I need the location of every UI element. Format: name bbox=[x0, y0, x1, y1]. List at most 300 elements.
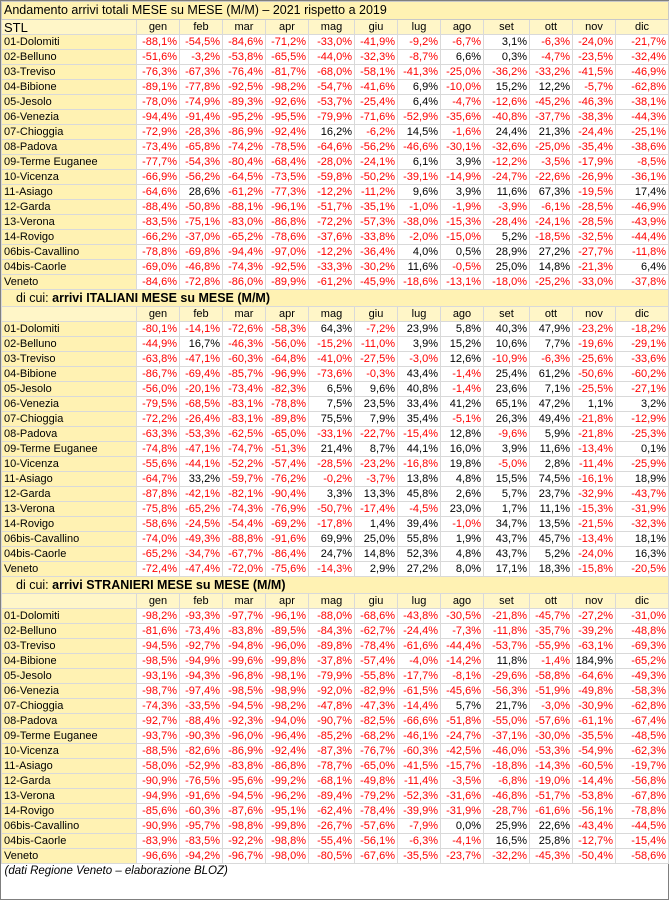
value-cell: 22,6% bbox=[530, 819, 573, 834]
value-cell: -56,2% bbox=[180, 170, 223, 185]
value-cell: -79,5% bbox=[137, 397, 180, 412]
month-header-mar: mar bbox=[223, 20, 266, 35]
value-cell: 23,0% bbox=[441, 502, 484, 517]
value-cell: -64,6% bbox=[309, 140, 355, 155]
value-cell: 5,2% bbox=[484, 230, 530, 245]
value-cell: 23,6% bbox=[484, 382, 530, 397]
value-cell: -94,0% bbox=[266, 714, 309, 729]
value-cell: 14,5% bbox=[398, 125, 441, 140]
value-cell: -69,8% bbox=[180, 245, 223, 260]
row-label: 03-Treviso bbox=[2, 639, 137, 654]
value-cell: 18,9% bbox=[616, 472, 669, 487]
value-cell: -45,9% bbox=[355, 275, 398, 290]
value-cell: -86,0% bbox=[223, 275, 266, 290]
row-label: 03-Treviso bbox=[2, 352, 137, 367]
value-cell: -65,2% bbox=[180, 502, 223, 517]
row-label: 04-Bibione bbox=[2, 367, 137, 382]
value-cell: -55,9% bbox=[530, 639, 573, 654]
value-cell: -65,2% bbox=[223, 230, 266, 245]
value-cell: -83,8% bbox=[223, 759, 266, 774]
value-cell: -92,5% bbox=[223, 80, 266, 95]
value-cell: -99,6% bbox=[223, 654, 266, 669]
value-cell: -12,6% bbox=[484, 95, 530, 110]
value-cell: -37,1% bbox=[484, 729, 530, 744]
value-cell: -88,4% bbox=[137, 200, 180, 215]
value-cell: -89,9% bbox=[266, 275, 309, 290]
value-cell: -3,5% bbox=[441, 774, 484, 789]
value-cell: -24,1% bbox=[355, 155, 398, 170]
table-row bbox=[2, 654, 669, 669]
value-cell: 7,5% bbox=[309, 397, 355, 412]
value-cell: -73,4% bbox=[223, 382, 266, 397]
value-cell: -65,5% bbox=[266, 50, 309, 65]
month-header-row bbox=[2, 594, 669, 609]
value-cell: -38,1% bbox=[616, 95, 669, 110]
value-cell: 1,4% bbox=[355, 517, 398, 532]
value-cell: -97,0% bbox=[266, 245, 309, 260]
value-cell: 8,0% bbox=[441, 562, 484, 577]
value-cell: -68,6% bbox=[355, 609, 398, 624]
row-label: 04bis-Caorle bbox=[2, 260, 137, 275]
month-header-giu: giu bbox=[355, 20, 398, 35]
value-cell: -57,4% bbox=[355, 654, 398, 669]
value-cell: -21,5% bbox=[573, 517, 616, 532]
value-cell: -11,8% bbox=[484, 624, 530, 639]
row-label: 06bis-Cavallino bbox=[2, 245, 137, 260]
value-cell: -5,1% bbox=[441, 412, 484, 427]
value-cell: -60,5% bbox=[573, 759, 616, 774]
value-cell: -32,3% bbox=[616, 517, 669, 532]
row-label: 01-Dolomiti bbox=[2, 609, 137, 624]
value-cell: 52,3% bbox=[398, 547, 441, 562]
value-cell: -46,8% bbox=[180, 260, 223, 275]
value-cell: -12,2% bbox=[309, 245, 355, 260]
value-cell: -67,8% bbox=[616, 789, 669, 804]
table-row bbox=[2, 110, 669, 125]
value-cell: -95,5% bbox=[266, 110, 309, 125]
month-header-ago: ago bbox=[441, 307, 484, 322]
value-cell: -44,4% bbox=[441, 639, 484, 654]
value-cell: -54,7% bbox=[309, 80, 355, 95]
row-label: Veneto bbox=[2, 562, 137, 577]
value-cell: -68,4% bbox=[266, 155, 309, 170]
value-cell: -93,7% bbox=[137, 729, 180, 744]
table-row bbox=[2, 322, 669, 337]
value-cell: -44,1% bbox=[180, 457, 223, 472]
value-cell: -0,5% bbox=[441, 260, 484, 275]
value-cell: -93,3% bbox=[180, 609, 223, 624]
value-cell: -7,9% bbox=[398, 819, 441, 834]
value-cell: -24,1% bbox=[530, 215, 573, 230]
value-cell: -94,3% bbox=[180, 669, 223, 684]
value-cell: -84,3% bbox=[309, 624, 355, 639]
value-cell: -80,1% bbox=[137, 322, 180, 337]
value-cell: 45,8% bbox=[398, 487, 441, 502]
month-header-giu: giu bbox=[355, 594, 398, 609]
value-cell: -40,8% bbox=[484, 110, 530, 125]
value-cell: -55,0% bbox=[484, 714, 530, 729]
value-cell: 21,4% bbox=[309, 442, 355, 457]
month-header-apr: apr bbox=[266, 594, 309, 609]
value-cell: -2,0% bbox=[398, 230, 441, 245]
value-cell: -58,0% bbox=[137, 759, 180, 774]
value-cell: -43,9% bbox=[616, 215, 669, 230]
value-cell: -78,5% bbox=[266, 140, 309, 155]
value-cell: -60,3% bbox=[180, 804, 223, 819]
value-cell: -22,7% bbox=[355, 427, 398, 442]
value-cell: 43,7% bbox=[484, 532, 530, 547]
value-cell: -94,4% bbox=[137, 110, 180, 125]
value-cell: -95,6% bbox=[223, 774, 266, 789]
value-cell: -60,3% bbox=[223, 352, 266, 367]
value-cell: -50,7% bbox=[309, 502, 355, 517]
value-cell: -9,2% bbox=[398, 35, 441, 50]
value-cell: 9,6% bbox=[398, 185, 441, 200]
row-label: 04bis-Caorle bbox=[2, 834, 137, 849]
value-cell: -32,4% bbox=[616, 50, 669, 65]
value-cell: -21,8% bbox=[484, 609, 530, 624]
table-row bbox=[2, 427, 669, 442]
value-cell: 12,8% bbox=[441, 427, 484, 442]
value-cell: -31,0% bbox=[616, 609, 669, 624]
value-cell: -26,4% bbox=[180, 412, 223, 427]
value-cell: -94,9% bbox=[137, 789, 180, 804]
value-cell: -4,5% bbox=[398, 502, 441, 517]
value-cell: -61,2% bbox=[223, 185, 266, 200]
value-cell: 5,7% bbox=[441, 699, 484, 714]
value-cell: -75,6% bbox=[266, 562, 309, 577]
value-cell: 3,3% bbox=[309, 487, 355, 502]
value-cell: -92,5% bbox=[266, 260, 309, 275]
value-cell: -72,9% bbox=[137, 125, 180, 140]
value-cell: -32,6% bbox=[484, 140, 530, 155]
value-cell: -31,9% bbox=[616, 502, 669, 517]
value-cell: -6,8% bbox=[484, 774, 530, 789]
value-cell: -6,1% bbox=[530, 200, 573, 215]
value-cell: -10,0% bbox=[441, 80, 484, 95]
value-cell: -41,3% bbox=[398, 65, 441, 80]
page-title: Andamento arrivi totali MESE su MESE (M/M) – 2021 rispetto a 2019 bbox=[2, 2, 669, 20]
value-cell: -46,3% bbox=[573, 95, 616, 110]
value-cell: -65,0% bbox=[266, 427, 309, 442]
month-header-ott: ott bbox=[530, 594, 573, 609]
value-cell: 6,9% bbox=[398, 80, 441, 95]
value-cell: -78,0% bbox=[137, 95, 180, 110]
value-cell: 6,6% bbox=[441, 50, 484, 65]
value-cell: -47,1% bbox=[180, 442, 223, 457]
row-label: 05-Jesolo bbox=[2, 669, 137, 684]
value-cell: -94,9% bbox=[180, 654, 223, 669]
value-cell: -17,7% bbox=[398, 669, 441, 684]
value-cell: -92,7% bbox=[180, 639, 223, 654]
value-cell: -54,5% bbox=[180, 35, 223, 50]
value-cell: 41,2% bbox=[441, 397, 484, 412]
value-cell: -56,8% bbox=[616, 774, 669, 789]
row-label: 06bis-Cavallino bbox=[2, 532, 137, 547]
value-cell: -94,2% bbox=[180, 849, 223, 864]
value-cell: -10,9% bbox=[484, 352, 530, 367]
value-cell: -49,8% bbox=[573, 684, 616, 699]
value-cell: 39,4% bbox=[398, 517, 441, 532]
value-cell: 25,0% bbox=[355, 532, 398, 547]
value-cell: -36,4% bbox=[355, 245, 398, 260]
value-cell: -28,5% bbox=[309, 457, 355, 472]
value-cell: -58,6% bbox=[616, 849, 669, 864]
value-cell: 6,5% bbox=[309, 382, 355, 397]
value-cell: -9,6% bbox=[484, 427, 530, 442]
row-label: 05-Jesolo bbox=[2, 95, 137, 110]
value-cell: 23,5% bbox=[355, 397, 398, 412]
value-cell: -96,0% bbox=[223, 729, 266, 744]
value-cell: 24,7% bbox=[309, 547, 355, 562]
value-cell: 3,9% bbox=[398, 337, 441, 352]
row-label: 02-Belluno bbox=[2, 624, 137, 639]
value-cell: -73,6% bbox=[309, 367, 355, 382]
value-cell: -1,4% bbox=[530, 654, 573, 669]
value-cell: -30,0% bbox=[530, 729, 573, 744]
value-cell: 3,9% bbox=[441, 155, 484, 170]
value-cell: -94,5% bbox=[223, 699, 266, 714]
value-cell: -13,4% bbox=[573, 442, 616, 457]
value-cell: -29,1% bbox=[616, 337, 669, 352]
month-header-mag: mag bbox=[309, 594, 355, 609]
row-label: 09-Terme Euganee bbox=[2, 729, 137, 744]
value-cell: -36,2% bbox=[484, 65, 530, 80]
table-row bbox=[2, 819, 669, 834]
value-cell: 5,9% bbox=[530, 427, 573, 442]
value-cell: -92,3% bbox=[223, 714, 266, 729]
month-header-row bbox=[2, 307, 669, 322]
table-row bbox=[2, 352, 669, 367]
row-label: 03-Treviso bbox=[2, 65, 137, 80]
value-cell: -85,2% bbox=[309, 729, 355, 744]
value-cell: -92,4% bbox=[266, 744, 309, 759]
value-cell: -35,4% bbox=[573, 140, 616, 155]
value-cell: 5,2% bbox=[530, 547, 573, 562]
value-cell: -56,3% bbox=[484, 684, 530, 699]
value-cell: -27,5% bbox=[355, 352, 398, 367]
value-cell: -32,3% bbox=[355, 50, 398, 65]
value-cell: -52,3% bbox=[398, 789, 441, 804]
value-cell: -69,2% bbox=[266, 517, 309, 532]
value-cell: -58,1% bbox=[355, 65, 398, 80]
value-cell: -57,6% bbox=[355, 819, 398, 834]
month-header-nov: nov bbox=[573, 20, 616, 35]
value-cell: -32,9% bbox=[573, 487, 616, 502]
value-cell: -13,1% bbox=[441, 275, 484, 290]
value-cell: -51,9% bbox=[530, 684, 573, 699]
table-row bbox=[2, 609, 669, 624]
value-cell: 19,8% bbox=[441, 457, 484, 472]
table-row bbox=[2, 699, 669, 714]
value-cell: -14,3% bbox=[530, 759, 573, 774]
value-cell: 16,7% bbox=[180, 337, 223, 352]
value-cell: -35,6% bbox=[441, 110, 484, 125]
value-cell: -43,8% bbox=[398, 609, 441, 624]
value-cell: -18,5% bbox=[530, 230, 573, 245]
value-cell: -72,8% bbox=[180, 275, 223, 290]
row-label: 14-Rovigo bbox=[2, 804, 137, 819]
value-cell: -50,6% bbox=[573, 367, 616, 382]
value-cell: -83,1% bbox=[223, 397, 266, 412]
value-cell: -3,9% bbox=[484, 200, 530, 215]
value-cell: -15,3% bbox=[441, 215, 484, 230]
row-label: 04bis-Caorle bbox=[2, 547, 137, 562]
month-header-nov: nov bbox=[573, 594, 616, 609]
value-cell: -47,1% bbox=[180, 352, 223, 367]
header-first-cell: STL bbox=[2, 20, 137, 35]
value-cell: -52,2% bbox=[223, 457, 266, 472]
value-cell: -1,4% bbox=[441, 382, 484, 397]
value-cell: -45,3% bbox=[530, 849, 573, 864]
value-cell: -82,1% bbox=[223, 487, 266, 502]
value-cell: -25,1% bbox=[616, 125, 669, 140]
value-cell: 4,0% bbox=[398, 245, 441, 260]
value-cell: -35,7% bbox=[530, 624, 573, 639]
value-cell: -94,8% bbox=[223, 639, 266, 654]
value-cell: -33,3% bbox=[309, 260, 355, 275]
value-cell: -98,2% bbox=[137, 609, 180, 624]
value-cell: -27,2% bbox=[573, 609, 616, 624]
table-row bbox=[2, 759, 669, 774]
value-cell: -89,1% bbox=[137, 80, 180, 95]
row-label: 02-Belluno bbox=[2, 50, 137, 65]
section-title-bold: arrivi STRANIERI MESE su MESE (M/M) bbox=[52, 577, 286, 592]
value-cell: -51,3% bbox=[266, 442, 309, 457]
table-row bbox=[2, 729, 669, 744]
month-header-mar: mar bbox=[223, 307, 266, 322]
value-cell: -90,7% bbox=[309, 714, 355, 729]
month-header-mag: mag bbox=[309, 307, 355, 322]
value-cell: -5,0% bbox=[484, 457, 530, 472]
value-cell: 11,6% bbox=[530, 442, 573, 457]
value-cell: 16,2% bbox=[309, 125, 355, 140]
table-row bbox=[2, 65, 669, 80]
value-cell: -92,0% bbox=[309, 684, 355, 699]
value-cell: 40,8% bbox=[398, 382, 441, 397]
value-cell: -25,4% bbox=[355, 95, 398, 110]
value-cell: -89,5% bbox=[266, 624, 309, 639]
value-cell: -17,8% bbox=[309, 517, 355, 532]
value-cell: -96,0% bbox=[266, 639, 309, 654]
value-cell: -61,1% bbox=[573, 714, 616, 729]
value-cell: -37,0% bbox=[180, 230, 223, 245]
value-cell: -89,3% bbox=[223, 95, 266, 110]
value-cell: -50,8% bbox=[180, 200, 223, 215]
value-cell: 3,9% bbox=[484, 442, 530, 457]
value-cell: -51,7% bbox=[530, 789, 573, 804]
row-label: 08-Padova bbox=[2, 714, 137, 729]
value-cell: -22,6% bbox=[530, 170, 573, 185]
value-cell: -46,6% bbox=[398, 140, 441, 155]
value-cell: -7,2% bbox=[355, 322, 398, 337]
value-cell: -53,3% bbox=[530, 744, 573, 759]
table-row bbox=[2, 245, 669, 260]
value-cell: -80,5% bbox=[309, 849, 355, 864]
value-cell: -76,4% bbox=[223, 65, 266, 80]
value-cell: -68,5% bbox=[180, 397, 223, 412]
value-cell: -85,6% bbox=[137, 804, 180, 819]
value-cell: -97,7% bbox=[223, 609, 266, 624]
value-cell: -33,1% bbox=[309, 427, 355, 442]
row-label: 13-Verona bbox=[2, 789, 137, 804]
value-cell: -6,3% bbox=[398, 834, 441, 849]
table-row bbox=[2, 744, 669, 759]
value-cell: -8,7% bbox=[398, 50, 441, 65]
value-cell: -39,2% bbox=[573, 624, 616, 639]
value-cell: -32,2% bbox=[484, 849, 530, 864]
value-cell: 43,4% bbox=[398, 367, 441, 382]
value-cell: -82,3% bbox=[266, 382, 309, 397]
value-cell: 11,6% bbox=[484, 185, 530, 200]
value-cell: -33,5% bbox=[180, 699, 223, 714]
value-cell: -81,6% bbox=[137, 624, 180, 639]
month-header-gen: gen bbox=[137, 307, 180, 322]
value-cell: -54,3% bbox=[180, 155, 223, 170]
value-cell: -86,9% bbox=[223, 744, 266, 759]
row-label: 12-Garda bbox=[2, 487, 137, 502]
value-cell: -34,7% bbox=[180, 547, 223, 562]
value-cell: 14,8% bbox=[530, 260, 573, 275]
value-cell: -44,0% bbox=[309, 50, 355, 65]
value-cell: -11,4% bbox=[398, 774, 441, 789]
value-cell: 17,1% bbox=[484, 562, 530, 577]
value-cell: -76,2% bbox=[266, 472, 309, 487]
value-cell: -55,8% bbox=[355, 669, 398, 684]
value-cell: -23,5% bbox=[573, 50, 616, 65]
value-cell: -46,1% bbox=[398, 729, 441, 744]
value-cell: -82,9% bbox=[355, 684, 398, 699]
value-cell: -57,3% bbox=[355, 215, 398, 230]
table-row bbox=[2, 562, 669, 577]
value-cell: -79,2% bbox=[355, 789, 398, 804]
month-header-feb: feb bbox=[180, 20, 223, 35]
value-cell: -6,2% bbox=[355, 125, 398, 140]
table-row bbox=[2, 337, 669, 352]
table-row bbox=[2, 639, 669, 654]
row-label: 13-Verona bbox=[2, 502, 137, 517]
value-cell: 49,4% bbox=[530, 412, 573, 427]
value-cell: 4,8% bbox=[441, 472, 484, 487]
value-cell: -25,9% bbox=[616, 457, 669, 472]
value-cell: -78,6% bbox=[266, 230, 309, 245]
value-cell: -96,4% bbox=[266, 729, 309, 744]
value-cell: 13,3% bbox=[355, 487, 398, 502]
table-row bbox=[2, 275, 669, 290]
value-cell: 11,1% bbox=[530, 502, 573, 517]
value-cell: 16,5% bbox=[484, 834, 530, 849]
value-cell: 47,9% bbox=[530, 322, 573, 337]
value-cell: 7,9% bbox=[355, 412, 398, 427]
value-cell: -43,4% bbox=[573, 819, 616, 834]
value-cell: 13,5% bbox=[530, 517, 573, 532]
value-cell: -28,7% bbox=[484, 804, 530, 819]
value-cell: -78,8% bbox=[266, 397, 309, 412]
value-cell: 5,8% bbox=[441, 322, 484, 337]
value-cell: -46,8% bbox=[484, 789, 530, 804]
value-cell: -12,2% bbox=[484, 155, 530, 170]
value-cell: -97,4% bbox=[180, 684, 223, 699]
row-label: 05-Jesolo bbox=[2, 382, 137, 397]
value-cell: 25,8% bbox=[530, 834, 573, 849]
value-cell: 5,7% bbox=[484, 487, 530, 502]
row-label: 06-Venezia bbox=[2, 397, 137, 412]
value-cell: 9,6% bbox=[355, 382, 398, 397]
month-header-lug: lug bbox=[398, 307, 441, 322]
value-cell: -24,4% bbox=[573, 125, 616, 140]
value-cell: -15,4% bbox=[616, 834, 669, 849]
value-cell: -74,2% bbox=[223, 140, 266, 155]
